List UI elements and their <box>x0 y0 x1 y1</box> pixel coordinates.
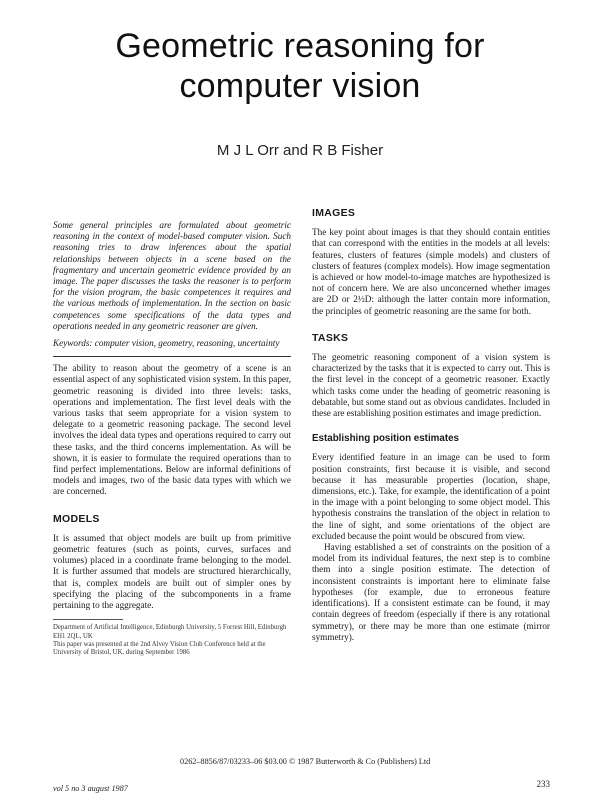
models-heading: MODELS <box>53 512 100 525</box>
page-number: 233 <box>536 779 550 789</box>
images-heading: IMAGES <box>312 207 356 219</box>
paper-title <box>40 26 560 106</box>
abstract: Some general principles are formulated about geometric reasoning in the context of model-based computer vision. Such reasoning tries to draw inferences about the spatial relationships between objects in a scene based on the fragmentary and uncertain geometric evidence provided by an image. The paper discusses the tasks the reasoner is to perform for the vision program, the basic competences it requires and the various methods of implementation. In the section on basic competences some specifications of the data types and operations needed in any geometric reasoner are given. <box>53 220 291 331</box>
copyright-line: 0262–8856/87/03233–06 $03.00 © 1987 Butterworth & Co (Publishers) Ltd <box>180 757 431 766</box>
right-column <box>312 208 550 643</box>
models-paragraph: It is assumed that object models are built up from primitive geometric features (such as points, curves, surfaces and volumes) placed in a coordinate frame belonging to the model. It is further assumed that models are structured hierarchically, that is, complex models are built out of simpler ones by specifying the placing of the subcomponents in a frame pertaining to the aggregate. <box>53 532 291 611</box>
keywords: Keywords: computer vision, geometry, reasoning, uncertainty <box>53 338 280 349</box>
establishing-paragraph-1: Every identified feature in an image can be used to form position constraints, first because it is visible, and second because it has measurable properties (location, shape, dimensions, etc.). Take, for example, the identification of a point in the image with a point belonging to some object model. This hypothesis constrains the translation of the object in relation to the line of sight, and some orientations of the object are excluded because the point would be obscured from view. <box>312 452 550 541</box>
establishing-paragraph-2: Having established a set of constraints on the position of a model from its individual features, the next step is to combine them into a single position estimate. The detection of inconsistent constraints is important here to eliminate false hypotheses (for example, due to erroneous feature identifications). If a consistent estimate can be found, it may contain degrees of freedom (especially if there is any rotational symmetry), or there may be more than one estimate (mirror symmetry). <box>312 542 550 642</box>
journal-issue: vol 5 no 3 august 1987 <box>53 784 128 793</box>
title-line-2: computer vision <box>179 67 421 105</box>
tasks-heading: TASKS <box>312 331 349 344</box>
images-paragraph: The key point about images is that they should contain entities that can correspond with the entities in the models at all levels: features, clusters of features (simple models) and clusters of clusters of features (complex models). How image segmentation is achieved or how model-to-image matches are hypothesized is not of concern here. We are also unconcerned whether images are 2D or 2½D: although the latter contain more information, the principles of geometric reasoning are the same for both. <box>312 227 550 316</box>
tasks-paragraph: The geometric reasoning component of a vision system is characterized by the tasks that it is expected to carry out. This is the first level in the concept of a geometric reasoner. Exactly which tasks come under the heading of geometric reasoning is debatable, but some stand out as obvious candidates. Included in these are establishing position estimates and image prediction. <box>312 352 550 419</box>
abstract-divider <box>53 356 291 357</box>
footnote-affiliation: Department of Artificial Intelligence, Edinburgh University, 5 Forrest Hill, Edinburgh EH1 2QL, UK <box>53 624 287 640</box>
footnote-conference: This paper was presented at the 2nd Alvey Vision Club Conference held at the University of Bristol, UK, during September 1986 <box>53 640 266 656</box>
establishing-heading: Establishing position estimates <box>312 433 459 445</box>
title-line-1: Geometric reasoning for <box>115 27 485 65</box>
footnote-divider <box>53 619 123 620</box>
intro-paragraph: The ability to reason about the geometry of a scene is an essential aspect of any sophisticated vision system. In this paper, geometric reasoning is divided into three levels: tasks, operations and implementation. The first level deals with the various tasks that seem appropriate for a vision system to delegate to a geometric reasoning package. The second level involves the ideal data types and operations required to carry out these tasks, and the third concerns implementation. As will be shown, it is easier to formulate the required operations than to find perfect implementations. Below are informal definitions of models and images, two of the basic data types with which we are concerned. <box>53 363 291 497</box>
left-column <box>53 220 291 657</box>
authors: M J L Orr and R B Fisher <box>216 142 384 159</box>
